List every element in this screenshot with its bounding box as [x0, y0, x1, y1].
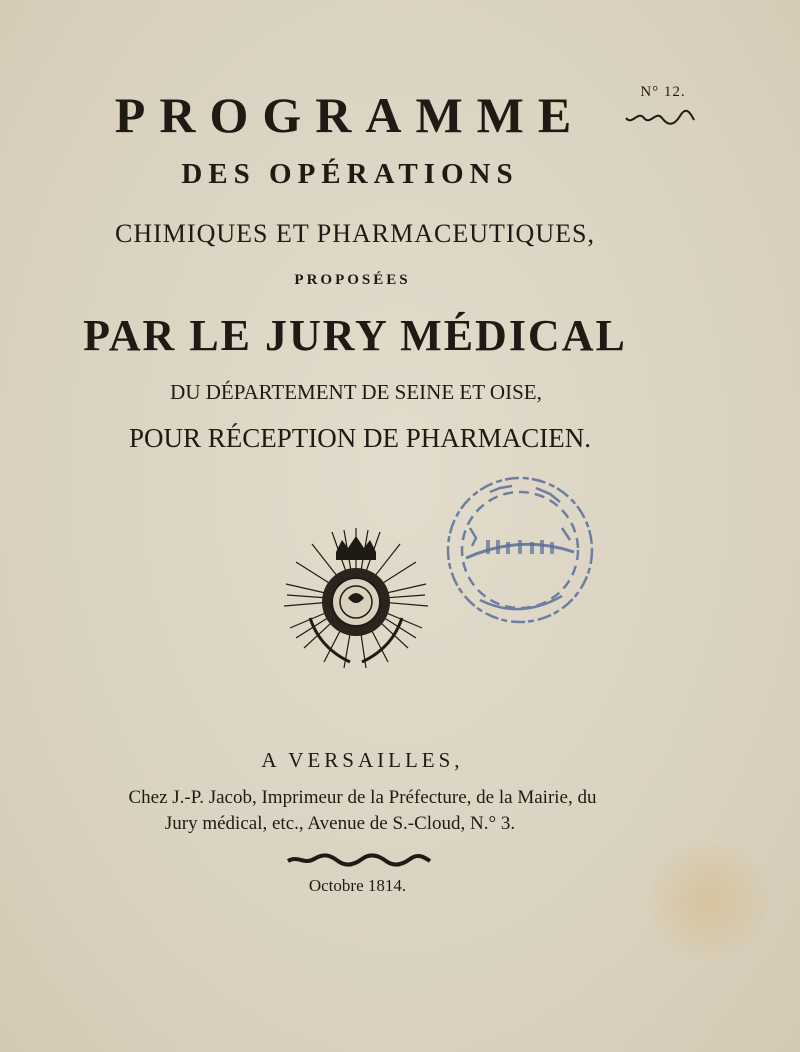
imprint-place: A VERSAILLES, — [261, 748, 464, 772]
subtitle-jury-medical: PAR LE JURY MÉDICAL — [83, 311, 627, 360]
library-stamp-icon — [440, 470, 600, 630]
paper-stain — [648, 840, 768, 960]
imprint-publisher-line2: Jury médical, etc., Avenue de S.-Cloud, N.° 3. — [164, 813, 516, 834]
subtitle-chimiques: CHIMIQUES ET PHARMACEUTIQUES, — [115, 219, 595, 248]
issue-number: N° 12. — [640, 84, 686, 100]
subtitle-departement: DU DÉPARTEMENT DE SEINE ET OISE, — [170, 380, 542, 404]
imprint-publisher-line1: Chez J.-P. Jacob, Imprimeur de la Préfecture, de la Mairie, du — [128, 787, 597, 808]
page-title: PROGRAMME — [114, 87, 586, 143]
subtitle-proposees: PROPOSÉES — [294, 272, 411, 288]
imprint-date: Octobre 1814. — [308, 876, 407, 895]
ornamental-rule-icon — [286, 853, 432, 867]
subtitle-reception: POUR RÉCEPTION DE PHARMACIEN. — [128, 423, 592, 453]
subtitle-operations: DES OPÉRATIONS — [181, 158, 519, 190]
royal-crest-icon — [280, 522, 432, 672]
